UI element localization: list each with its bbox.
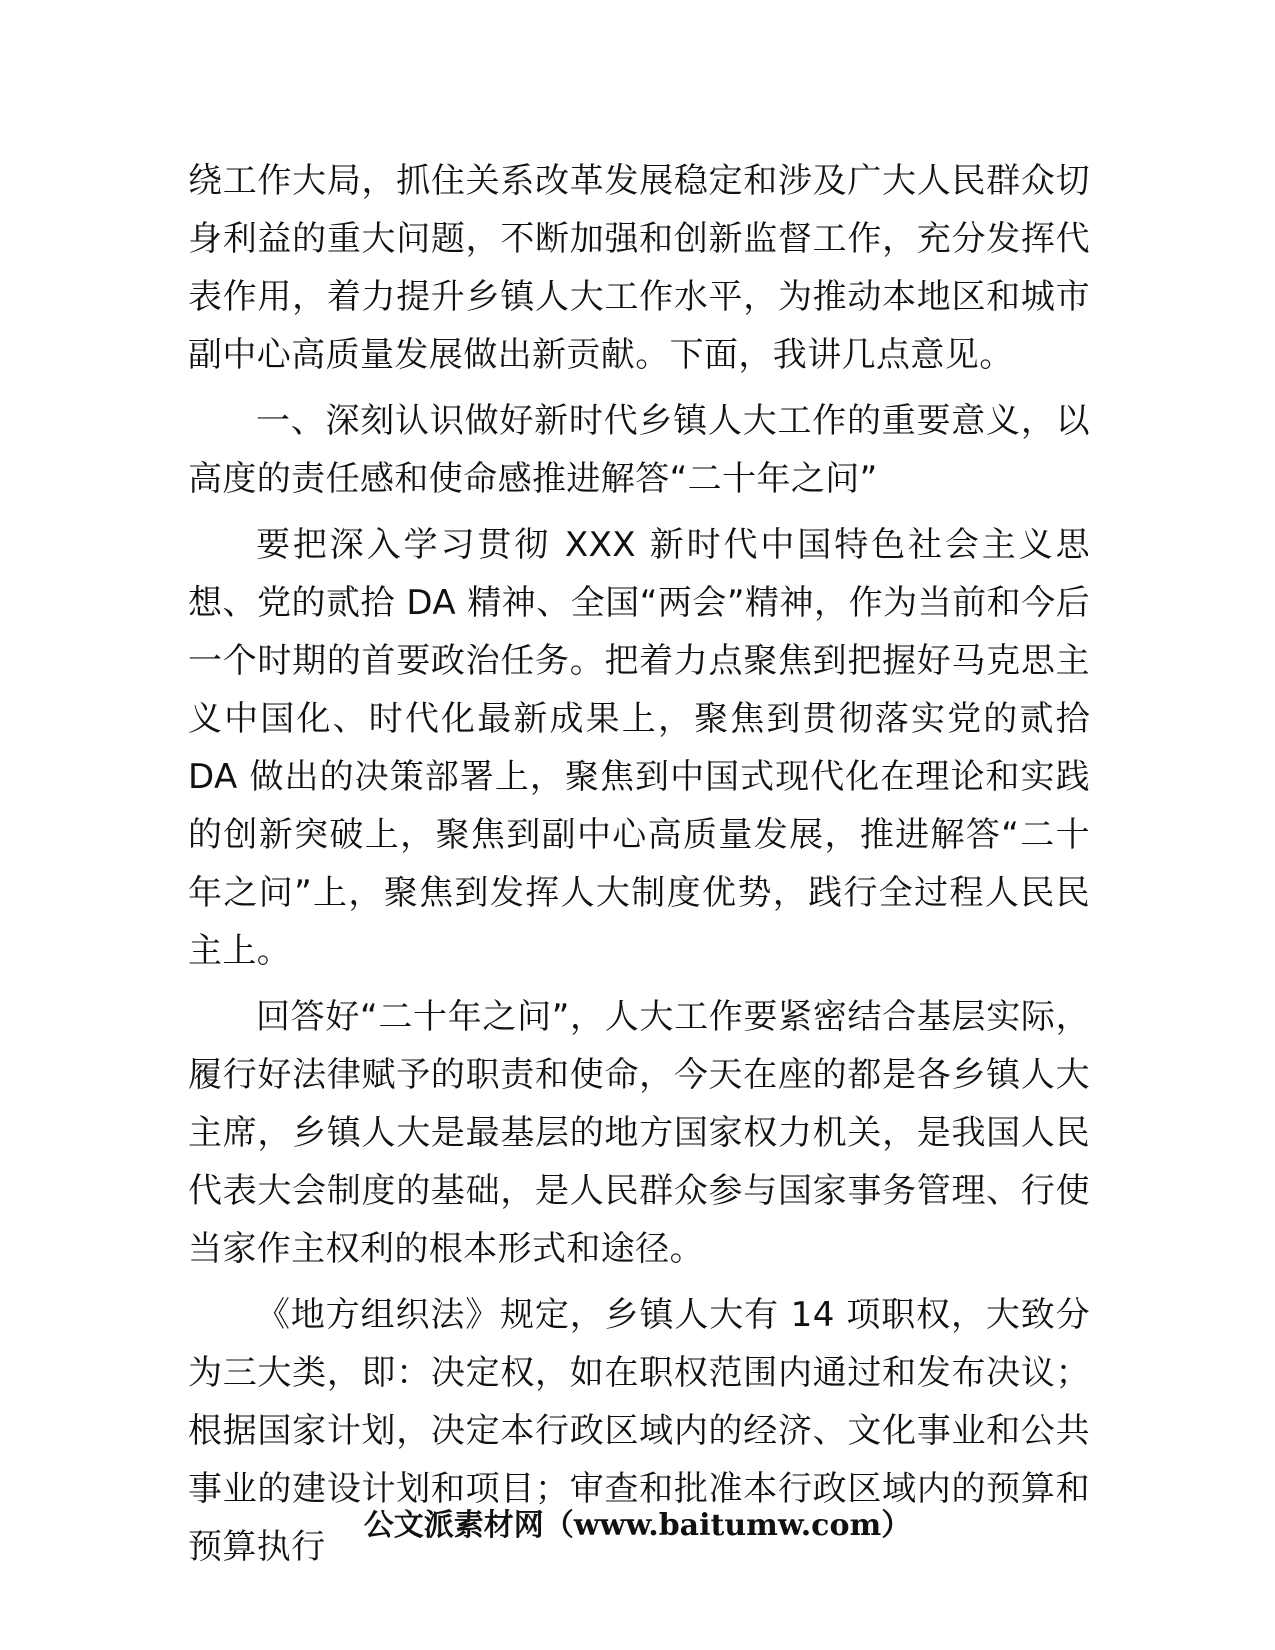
- paragraph: 回答好“二十年之问”，人大工作要紧密结合基层实际，履行好法律赋予的职责和使命，今天在座的都是各乡镇人大主席，乡镇人大是最基层的地方国家权力机关，是我国人民代表大会制度的基础，是人民群众参与国家事务管理、行使当家作主权利的根本形式和途径。: [188, 997, 1090, 1269]
- paragraph: 要把深入学习贯彻 XXX 新时代中国特色社会主义思想、党的贰拾 DA 精神、全国“两会”精神，作为当前和今后一个时期的首要政治任务。把着力点聚焦到把握好马克思主义中国化、时代化最新成果上，聚焦到贯彻落实党的贰拾 DA 做出的决策部署上，聚焦到中国式现代化在理论和实践的创新突破上，聚焦到副中心高质量发展，推进解答“二十年之问”上，聚焦到发挥人大制度优势，践行全过程人民民主上。: [188, 525, 1090, 971]
- paragraph-continuation: 绕工作大局，抓住关系改革发展稳定和涉及广大人民群众切身利益的重大问题，不断加强和创新监督工作，充分发挥代表作用，着力提升乡镇人大工作水平，为推动本地区和城市副中心高质量发展做出新贡献。下面，我讲几点意见。: [188, 161, 1090, 375]
- footer-watermark: 公文派素材网（www.baitumw.com）: [363, 1508, 912, 1543]
- paragraph: 《地方组织法》规定，乡镇人大有 14 项职权，大致分为三大类，即：决定权，如在职权范围内通过和发布决议；根据国家计划，决定本行政区域内的经济、文化事业和公共事业的建设计划和项目；审查和批准本行政区域内的预算和预算执行: [188, 1295, 1090, 1567]
- section-heading: 一、深刻认识做好新时代乡镇人大工作的重要意义，以高度的责任感和使命感推进解答“二十年之问”: [188, 401, 1090, 499]
- document-body: [188, 152, 1090, 1576]
